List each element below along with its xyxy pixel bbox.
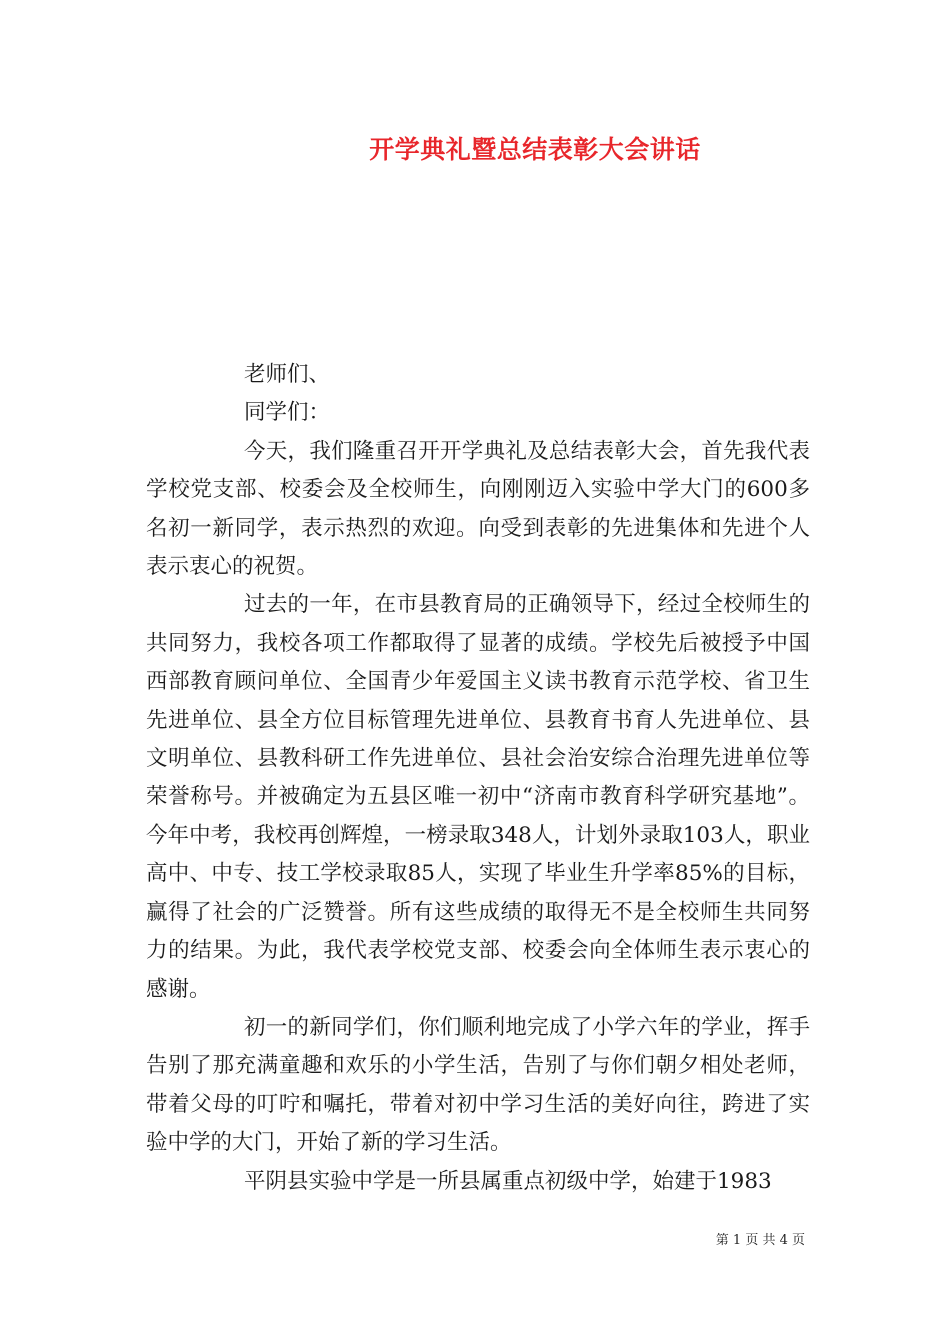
paragraph-welcome: 今天，我们隆重召开开学典礼及总结表彰大会，首先我代表学校党支部、校委会及全校师生，向刚刚迈入实验中学大门的600多名初一新同学，表示热烈的欢迎。向受到表彰的先进集体和先进个人表示衷心的祝贺。	[146, 438, 810, 580]
paragraph-achievements: 过去的一年，在市县教育局的正确领导下，经过全校师生的共同努力，我校各项工作都取得了显著的成绩。学校先后被授予中国西部教育顾问单位、全国青少年爱国主义读书教育示范学校、省卫生先进单位、县全方位目标管理先进单位、县教育书育人先进单位、县文明单位、县教科研工作先进单位、县社会治安综合治理先进单位等荣誉称号。并被确定为五县区唯一初中“济南市教育科学研究基地”。今年中考，我校再创辉煌，一榜录取348人，计划外录取103人，职业高中、中专、技工学校录取85人，实现了毕业生升学率85%的目标，赢得了社会的广泛赞誉。所有这些成绩的取得无不是全校师生共同努力的结果。为此，我代表学校党支部、校委会向全体师生表示衷心的感谢。	[146, 592, 810, 1002]
paragraph-school-intro: 平阴县实验中学是一所县属重点初级中学，始建于1983	[244, 1168, 772, 1194]
document-title: 开学典礼暨总结表彰大会讲话	[369, 135, 701, 164]
paragraph-new-students: 初一的新同学们，你们顺利地完成了小学六年的学业，挥手告别了那充满童趣和欢乐的小学生活，告别了与你们朝夕相处老师，带着父母的叮咛和嘱托，带着对初中学习生活的美好向往，跨进了实验中学的大门，开始了新的学习生活。	[146, 1014, 810, 1156]
salutation-teachers: 老师们、	[244, 362, 331, 387]
salutation-students: 同学们：	[244, 400, 331, 426]
page-number: 第 1 页 共 4 页	[715, 1233, 805, 1248]
document-body	[146, 356, 810, 1201]
